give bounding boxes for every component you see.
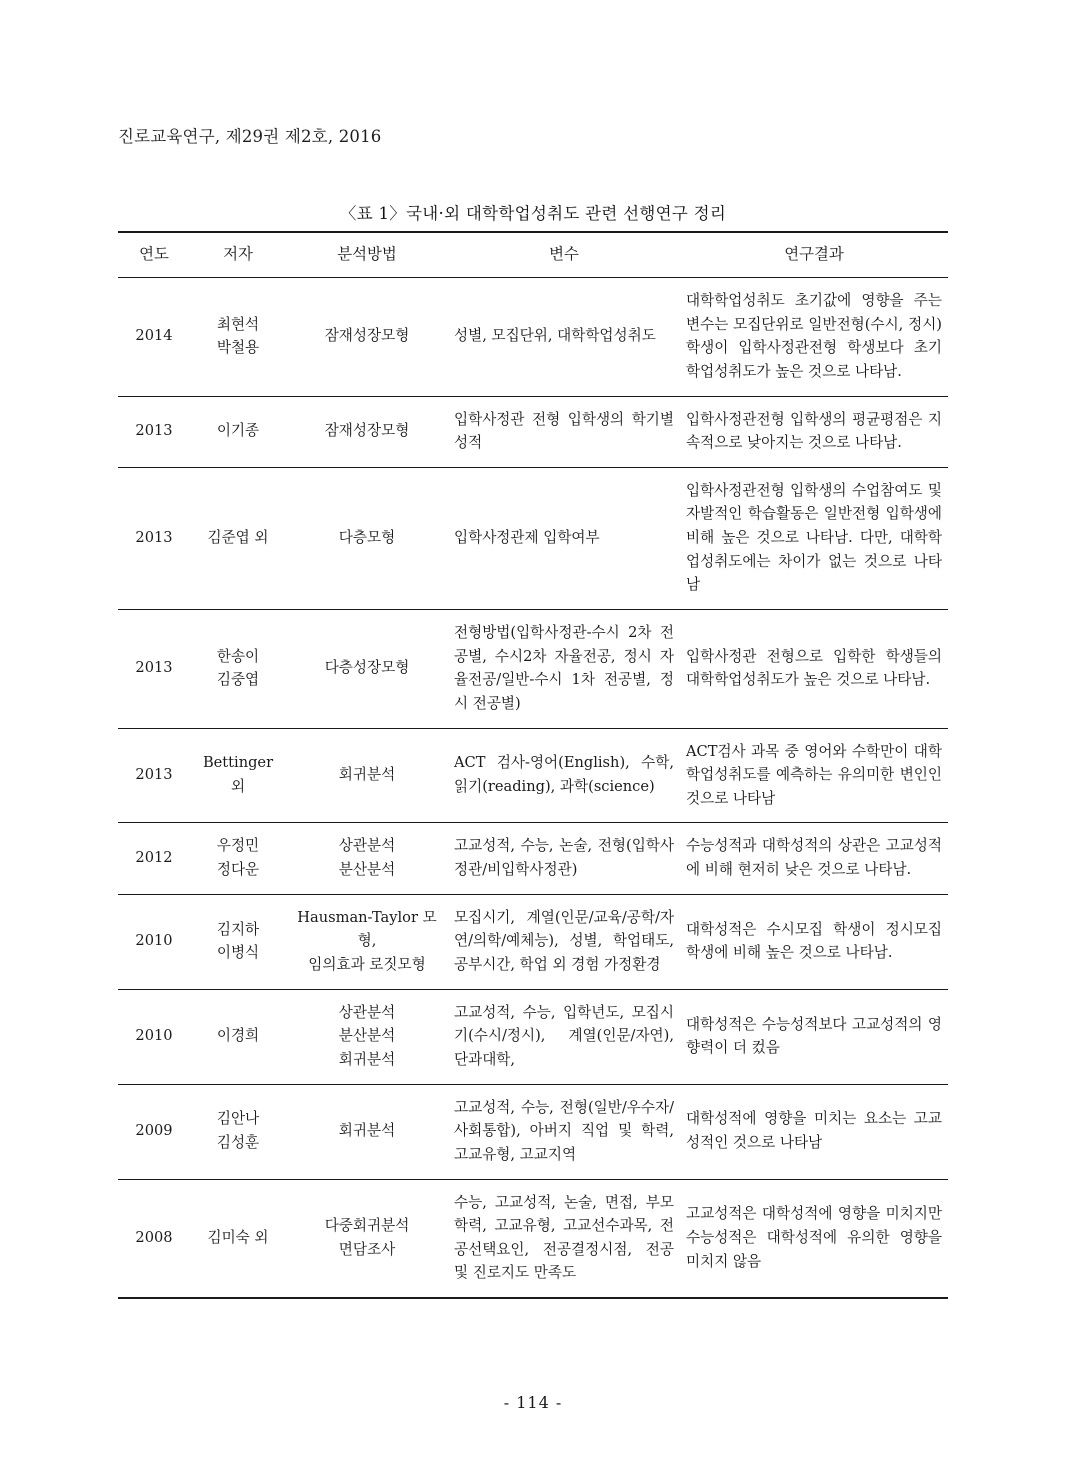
cell-author: 우정민 정다운 bbox=[190, 823, 286, 894]
cell-result: 입학사정관전형 입학생의 수업참여도 및 자발적인 학습활동은 일반전형 입학생에 비해 높은 것으로 나타남. 다만, 대학학업성취도에는 차이가 없는 것으로 나타남 bbox=[680, 467, 948, 609]
cell-author: 김준엽 외 bbox=[190, 467, 286, 609]
cell-variables: 고교성적, 수능, 논술, 전형(입학사정관/비입학사정관) bbox=[448, 823, 680, 894]
table-row bbox=[118, 1084, 948, 1179]
cell-method: 상관분석 분산분석 bbox=[286, 823, 448, 894]
cell-variables: 모집시기, 계열(인문/교육/공학/자연/의학/예체능), 성별, 학업태도, 공부시간, 학업 외 경험 가정환경 bbox=[448, 894, 680, 989]
cell-author: 김지하 이병식 bbox=[190, 894, 286, 989]
cell-result: 고교성적은 대학성적에 영향을 미치지만 수능성적은 대학성적에 유의한 영향을 미치지 않음 bbox=[680, 1179, 948, 1298]
cell-author: 이경희 bbox=[190, 989, 286, 1084]
cell-result: 대학성적은 수능성적보다 고교성적의 영향력이 더 컸음 bbox=[680, 989, 948, 1084]
table-row bbox=[118, 277, 948, 396]
cell-year: 2013 bbox=[118, 396, 190, 467]
table-row bbox=[118, 467, 948, 609]
table-header-row bbox=[118, 232, 948, 277]
cell-variables: 고교성적, 수능, 전형(일반/우수자/사회통합), 아버지 직업 및 학력, 고교유형, 고교지역 bbox=[448, 1084, 680, 1179]
table-row bbox=[118, 396, 948, 467]
cell-method: 회귀분석 bbox=[286, 728, 448, 823]
cell-author: 이기종 bbox=[190, 396, 286, 467]
cell-method: 회귀분석 bbox=[286, 1084, 448, 1179]
cell-author: Bettinger 외 bbox=[190, 728, 286, 823]
table-container bbox=[118, 231, 948, 1299]
cell-result: 수능성적과 대학성적의 상관은 고교성적에 비해 현저히 낮은 것으로 나타남. bbox=[680, 823, 948, 894]
table-header bbox=[118, 232, 948, 277]
cell-author: 김안나 김성훈 bbox=[190, 1084, 286, 1179]
cell-author: 김미숙 외 bbox=[190, 1179, 286, 1298]
cell-variables: ACT 검사-영어(English), 수학, 읽기(reading), 과학(science) bbox=[448, 728, 680, 823]
table-body bbox=[118, 277, 948, 1298]
column-header-result: 연구결과 bbox=[680, 232, 948, 277]
cell-year: 2014 bbox=[118, 277, 190, 396]
cell-method: 잠재성장모형 bbox=[286, 277, 448, 396]
cell-author: 한송이 김중엽 bbox=[190, 610, 286, 729]
cell-author: 최현석 박철용 bbox=[190, 277, 286, 396]
table-row bbox=[118, 728, 948, 823]
column-header-method: 분석방법 bbox=[286, 232, 448, 277]
table-row bbox=[118, 1179, 948, 1298]
cell-method: Hausman-Taylor 모형, 임의효과 로짓모형 bbox=[286, 894, 448, 989]
table-row bbox=[118, 894, 948, 989]
table-caption: 〈표 1〉국내·외 대학학업성취도 관련 선행연구 정리 bbox=[339, 204, 727, 223]
column-header-year: 연도 bbox=[118, 232, 190, 277]
cell-year: 2008 bbox=[118, 1179, 190, 1298]
cell-method: 상관분석 분산분석 회귀분석 bbox=[286, 989, 448, 1084]
cell-method: 다층모형 bbox=[286, 467, 448, 609]
cell-method: 잠재성장모형 bbox=[286, 396, 448, 467]
cell-result: 대학성적에 영향을 미치는 요소는 고교성적인 것으로 나타남 bbox=[680, 1084, 948, 1179]
column-header-variables: 변수 bbox=[448, 232, 680, 277]
cell-variables: 수능, 고교성적, 논술, 면접, 부모학력, 고교유형, 고교선수과목, 전공선택요인, 전공결정시점, 전공 및 진로지도 만족도 bbox=[448, 1179, 680, 1298]
cell-year: 2012 bbox=[118, 823, 190, 894]
cell-method: 다중회귀분석 면담조사 bbox=[286, 1179, 448, 1298]
cell-variables: 전형방법(입학사정관-수시 2차 전공별, 수시2차 자율전공, 정시 자율전공/일반-수시 1차 전공별, 정시 전공별) bbox=[448, 610, 680, 729]
table-row bbox=[118, 989, 948, 1084]
column-header-author: 저자 bbox=[190, 232, 286, 277]
prior-research-table bbox=[118, 231, 948, 1299]
cell-variables: 성별, 모집단위, 대학학업성취도 bbox=[448, 277, 680, 396]
table-row bbox=[118, 610, 948, 729]
cell-year: 2013 bbox=[118, 610, 190, 729]
cell-variables: 입학사정관 전형 입학생의 학기별 성적 bbox=[448, 396, 680, 467]
cell-year: 2013 bbox=[118, 728, 190, 823]
cell-result: 대학학업성취도 초기값에 영향을 주는 변수는 모집단위로 일반전형(수시, 정시) 학생이 입학사정관전형 학생보다 초기 학업성취도가 높은 것으로 나타남. bbox=[680, 277, 948, 396]
cell-variables: 고교성적, 수능, 입학년도, 모집시기(수시/정시), 계열(인문/자연), 단과대학, bbox=[448, 989, 680, 1084]
cell-year: 2009 bbox=[118, 1084, 190, 1179]
cell-variables: 입학사정관제 입학여부 bbox=[448, 467, 680, 609]
cell-result: 대학성적은 수시모집 학생이 정시모집 학생에 비해 높은 것으로 나타남. bbox=[680, 894, 948, 989]
running-head: 진로교육연구, 제29권 제2호, 2016 bbox=[118, 127, 382, 146]
cell-year: 2013 bbox=[118, 467, 190, 609]
cell-year: 2010 bbox=[118, 989, 190, 1084]
cell-year: 2010 bbox=[118, 894, 190, 989]
cell-method: 다층성장모형 bbox=[286, 610, 448, 729]
cell-result: 입학사정관 전형으로 입학한 학생들의 대학학업성취도가 높은 것으로 나타남. bbox=[680, 610, 948, 729]
page-number: - 114 - bbox=[503, 1393, 563, 1412]
cell-result: ACT검사 과목 중 영어와 수학만이 대학학업성취도를 예측하는 유의미한 변인인 것으로 나타남 bbox=[680, 728, 948, 823]
table-row bbox=[118, 823, 948, 894]
cell-result: 입학사정관전형 입학생의 평균평점은 지속적으로 낮아지는 것으로 나타남. bbox=[680, 396, 948, 467]
